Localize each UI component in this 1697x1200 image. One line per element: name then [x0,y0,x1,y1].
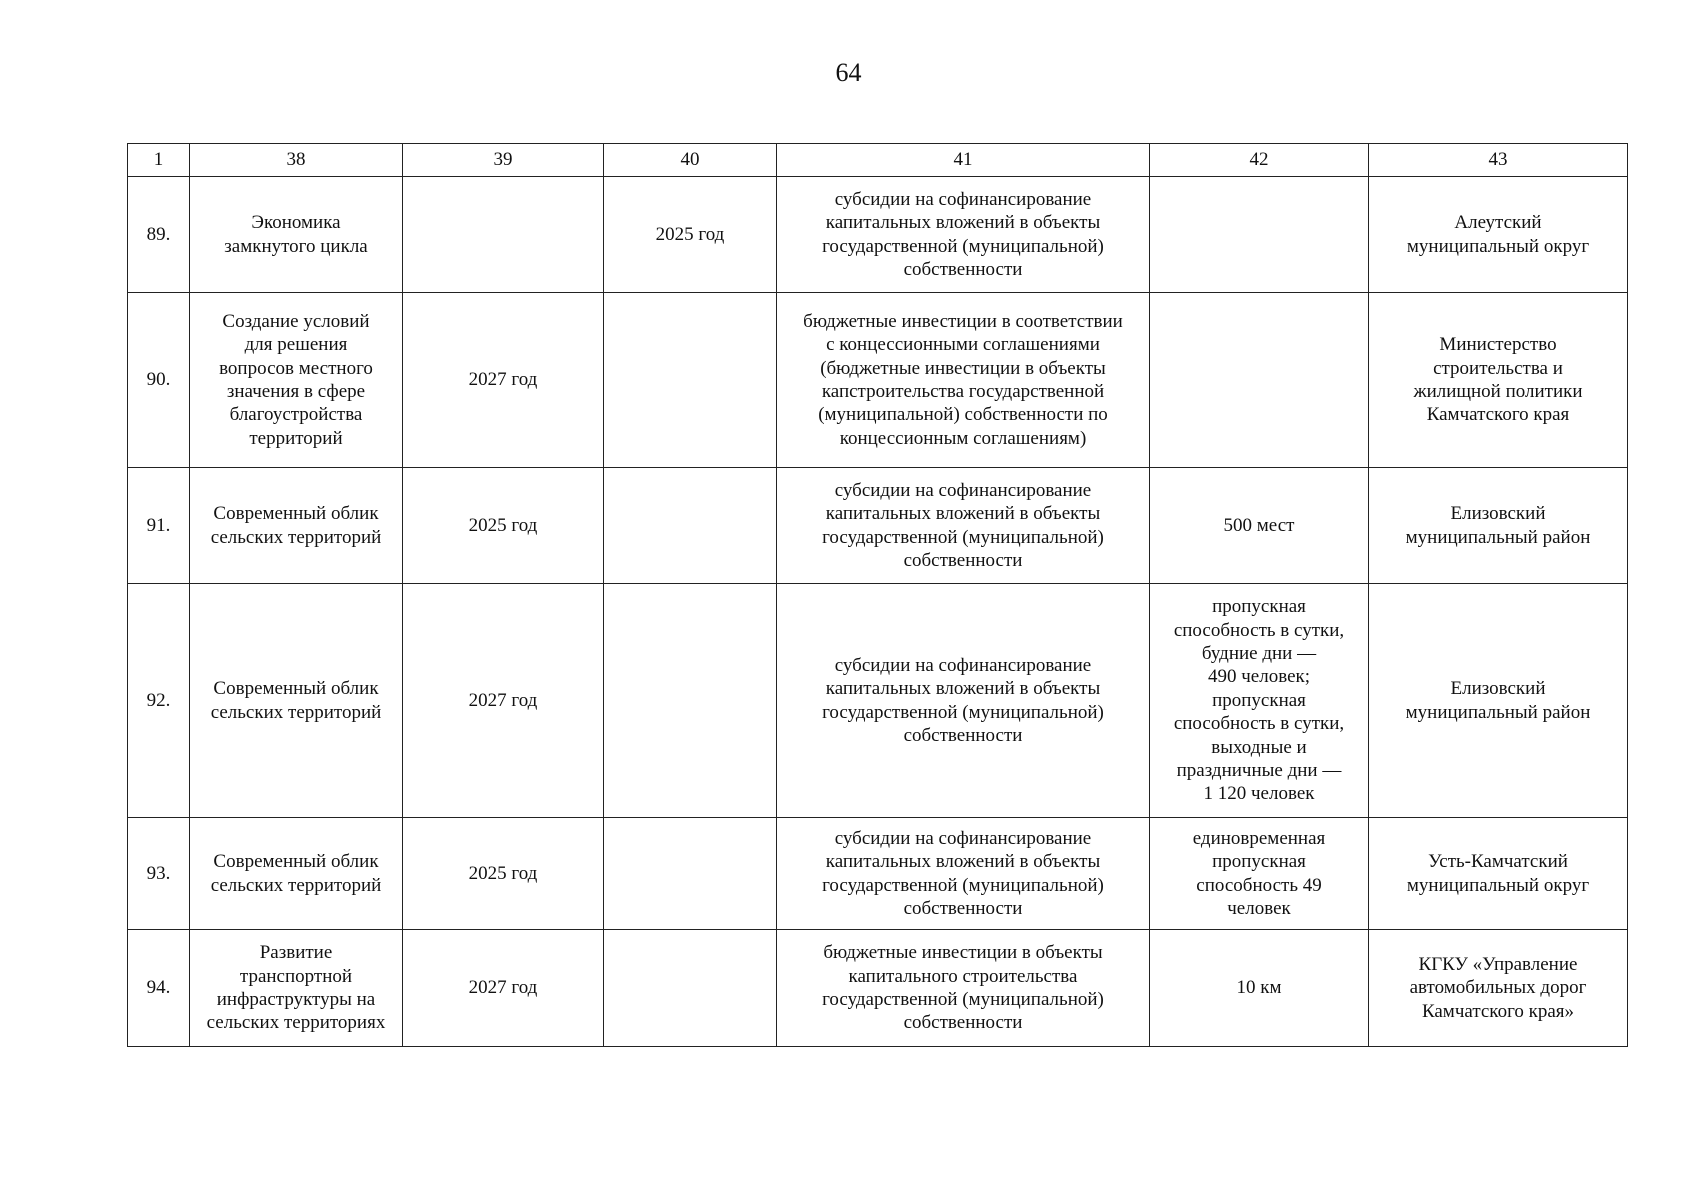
header-cell-43: 43 [1369,144,1628,177]
header-cell-39: 39 [403,144,604,177]
cell-col41: субсидии на софинансирование капитальных вложений в объекты государственной (муниципальной) собственности [777,584,1150,818]
cell-col41: субсидии на софинансирование капитальных вложений в объекты государственной (муниципальной) собственности [777,818,1150,930]
cell-col42: пропускная способность в сутки, будние дни — 490 человек; пропускная способность в сутки, выходные и праздничные дни — 1 120 человек [1150,584,1369,818]
cell-col38: Развитие транспортной инфраструктуры на сельских территориях [190,930,403,1047]
header-cell-1: 1 [128,144,190,177]
cell-col41: бюджетные инвестиции в соответствии с концессионными соглашениями (бюджетные инвестиции в объекты капстроительства государственной (муниципальной) собственности по концессионным соглашениям) [777,293,1150,468]
table-row [128,468,1628,584]
cell-col41: бюджетные инвестиции в объекты капитального строительства государственной (муниципальной) собственности [777,930,1150,1047]
data-table [127,143,1628,1047]
cell-col39: 2027 год [403,584,604,818]
page-number: 64 [835,58,862,87]
cell-col43: Алеутский муниципальный округ [1369,177,1628,293]
cell-col40: 2025 год [604,177,777,293]
cell-col38: Создание условий для решения вопросов местного значения в сфере благоустройства территорий [190,293,403,468]
table-row [128,818,1628,930]
cell-col43: Елизовский муниципальный район [1369,468,1628,584]
cell-col42 [1150,293,1369,468]
table-row [128,177,1628,293]
cell-col41: субсидии на софинансирование капитальных вложений в объекты государственной (муниципальной) собственности [777,177,1150,293]
cell-col38: Современный облик сельских территорий [190,584,403,818]
cell-col42: 500 мест [1150,468,1369,584]
cell-col38: Экономика замкнутого цикла [190,177,403,293]
cell-col40 [604,930,777,1047]
cell-col42: 10 км [1150,930,1369,1047]
header-cell-38: 38 [190,144,403,177]
cell-col41: субсидии на софинансирование капитальных вложений в объекты государственной (муниципальной) собственности [777,468,1150,584]
table-row [128,293,1628,468]
cell-col42: единовременная пропускная способность 49 человек [1150,818,1369,930]
header-cell-41: 41 [777,144,1150,177]
cell-col39 [403,177,604,293]
header-cell-42: 42 [1150,144,1369,177]
cell-col39: 2027 год [403,293,604,468]
row-number: 93. [128,818,190,930]
cell-col39: 2025 год [403,818,604,930]
cell-col42 [1150,177,1369,293]
cell-col40 [604,468,777,584]
row-number: 89. [128,177,190,293]
cell-col38: Современный облик сельских территорий [190,468,403,584]
table-row [128,930,1628,1047]
cell-col40 [604,293,777,468]
cell-col40 [604,818,777,930]
table-header-row [128,144,1628,177]
header-cell-40: 40 [604,144,777,177]
cell-col43: Министерство строительства и жилищной политики Камчатского края [1369,293,1628,468]
table-row [128,584,1628,818]
row-number: 94. [128,930,190,1047]
cell-col40 [604,584,777,818]
cell-col43: Елизовский муниципальный район [1369,584,1628,818]
row-number: 92. [128,584,190,818]
cell-col43: КГКУ «Управление автомобильных дорог Камчатского края» [1369,930,1628,1047]
row-number: 90. [128,293,190,468]
cell-col38: Современный облик сельских территорий [190,818,403,930]
cell-col39: 2025 год [403,468,604,584]
cell-col39: 2027 год [403,930,604,1047]
row-number: 91. [128,468,190,584]
cell-col43: Усть-Камчатский муниципальный округ [1369,818,1628,930]
